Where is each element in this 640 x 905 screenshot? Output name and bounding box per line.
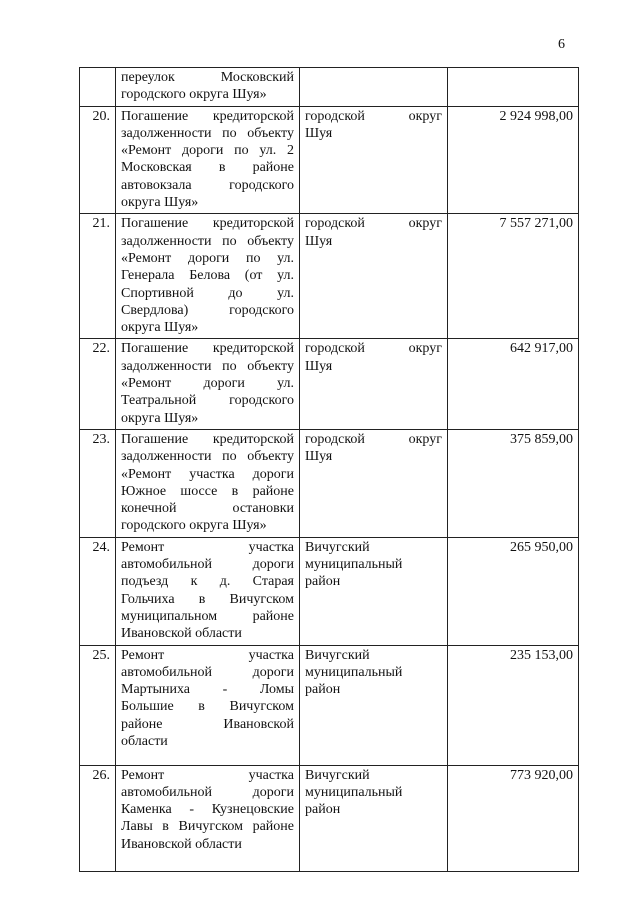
object-name-line: Лавы в Вичугском районе bbox=[121, 819, 294, 835]
object-name-line: «Ремонт дороги по ул. bbox=[121, 250, 294, 266]
object-name-line: автомобильной дороги bbox=[121, 784, 294, 800]
row-number: 22. bbox=[80, 339, 116, 429]
amount bbox=[448, 68, 579, 107]
object-name-line: Гольчиха в Вичугском bbox=[121, 591, 294, 607]
object-name-line: переулок Московский bbox=[121, 70, 294, 85]
municipality-line: городской округ bbox=[305, 108, 442, 124]
object-name-line: округа Шуя» bbox=[121, 410, 199, 426]
object-name-line: автомобильной дороги bbox=[121, 664, 294, 680]
municipality bbox=[300, 214, 448, 339]
page-number: 6 bbox=[558, 37, 565, 52]
object-name-line: Южное шоссе в районе bbox=[121, 483, 294, 499]
object-name-line: Ивановской области bbox=[121, 626, 242, 642]
row-number: 20. bbox=[80, 106, 116, 214]
object-name-line: муниципальном районе bbox=[121, 608, 294, 624]
municipality-line: городской округ bbox=[305, 216, 442, 232]
object-name-line: «Ремонт участка дороги bbox=[121, 466, 294, 482]
object-name-line: Свердлова) городского bbox=[121, 302, 294, 318]
object-name-line: Ремонт участка bbox=[121, 539, 294, 555]
object-name bbox=[116, 106, 300, 214]
object-name-line: «Ремонт дороги по ул. 2 bbox=[121, 143, 294, 159]
municipality bbox=[300, 68, 448, 107]
object-name-line: задолженности по объекту bbox=[121, 233, 294, 249]
municipality-line: Шуя bbox=[305, 449, 333, 465]
municipality-line: Шуя bbox=[305, 233, 333, 249]
object-name-line: «Ремонт дороги ул. bbox=[121, 376, 294, 392]
municipality-line: муниципальный bbox=[305, 557, 403, 573]
table-row bbox=[80, 339, 579, 429]
object-name-line: подъезд к д. Старая bbox=[121, 574, 294, 590]
object-name-line: Большие в Вичугском bbox=[121, 699, 294, 715]
municipality-line: городской округ bbox=[305, 431, 442, 447]
municipality bbox=[300, 537, 448, 645]
municipality bbox=[300, 106, 448, 214]
municipality-line: муниципальный bbox=[305, 664, 403, 680]
object-name-line: автомобильной дороги bbox=[121, 557, 294, 573]
object-name bbox=[116, 645, 300, 765]
object-name-line: Ремонт участка bbox=[121, 647, 294, 663]
amount: 642 917,00 bbox=[448, 339, 579, 429]
table-row bbox=[80, 537, 579, 645]
object-name-line: автовокзала городского bbox=[121, 177, 294, 193]
object-name-line: области bbox=[121, 733, 168, 749]
object-name-line: Мартыниха - Ломы bbox=[121, 682, 294, 698]
municipality-line: Вичугский bbox=[305, 539, 370, 555]
object-name-line: городского округа Шуя» bbox=[121, 87, 267, 103]
object-name-line: задолженности по объекту bbox=[121, 125, 294, 141]
object-name bbox=[116, 429, 300, 537]
appropriations-table bbox=[79, 67, 579, 872]
table-row bbox=[80, 68, 579, 107]
object-name bbox=[116, 214, 300, 339]
table-row bbox=[80, 106, 579, 214]
object-name-line: районе Ивановской bbox=[121, 716, 294, 732]
object-name-line: Погашение кредиторской bbox=[121, 216, 294, 232]
object-name-line: округа Шуя» bbox=[121, 195, 199, 211]
object-name-line: Погашение кредиторской bbox=[121, 108, 294, 124]
object-name bbox=[116, 537, 300, 645]
municipality bbox=[300, 429, 448, 537]
object-name-line: конечной остановки bbox=[121, 501, 294, 517]
object-name-line: округа Шуя» bbox=[121, 320, 199, 336]
municipality-line: муниципальный bbox=[305, 784, 403, 800]
object-name-line: Погашение кредиторской bbox=[121, 341, 294, 357]
object-name-line: Генерала Белова (от ул. bbox=[121, 268, 294, 284]
municipality-line: Шуя bbox=[305, 358, 333, 374]
municipality bbox=[300, 339, 448, 429]
object-name-line: Погашение кредиторской bbox=[121, 431, 294, 447]
table-row bbox=[80, 429, 579, 537]
amount: 2 924 998,00 bbox=[448, 106, 579, 214]
table-row bbox=[80, 765, 579, 871]
object-name-line: городского округа Шуя» bbox=[121, 518, 267, 534]
row-number bbox=[80, 68, 116, 107]
amount: 375 859,00 bbox=[448, 429, 579, 537]
municipality-line: городской округ bbox=[305, 341, 442, 357]
object-name-line: Театральной городского bbox=[121, 393, 294, 409]
object-name-line: задолженности по объекту bbox=[121, 449, 294, 465]
table-row bbox=[80, 214, 579, 339]
row-number: 26. bbox=[80, 765, 116, 871]
municipality-line: Шуя bbox=[305, 125, 333, 141]
municipality bbox=[300, 765, 448, 871]
object-name bbox=[116, 765, 300, 871]
row-number: 24. bbox=[80, 537, 116, 645]
object-name-line: Спортивной до ул. bbox=[121, 285, 294, 301]
municipality-line: Вичугский bbox=[305, 647, 370, 663]
object-name bbox=[116, 68, 300, 107]
object-name-line: Ремонт участка bbox=[121, 767, 294, 783]
amount: 773 920,00 bbox=[448, 765, 579, 871]
object-name-line: Каменка - Кузнецовские bbox=[121, 802, 294, 818]
object-name-line: Ивановской области bbox=[121, 836, 242, 852]
municipality-line: район bbox=[305, 574, 341, 590]
table-row bbox=[80, 645, 579, 765]
municipality bbox=[300, 645, 448, 765]
object-name-line: задолженности по объекту bbox=[121, 358, 294, 374]
row-number: 25. bbox=[80, 645, 116, 765]
object-name-line: Московская в районе bbox=[121, 160, 294, 176]
municipality-line: район bbox=[305, 802, 341, 818]
amount: 235 153,00 bbox=[448, 645, 579, 765]
amount: 265 950,00 bbox=[448, 537, 579, 645]
municipality-line: район bbox=[305, 682, 341, 698]
municipality-line: Вичугский bbox=[305, 767, 370, 783]
amount: 7 557 271,00 bbox=[448, 214, 579, 339]
object-name bbox=[116, 339, 300, 429]
row-number: 23. bbox=[80, 429, 116, 537]
row-number: 21. bbox=[80, 214, 116, 339]
